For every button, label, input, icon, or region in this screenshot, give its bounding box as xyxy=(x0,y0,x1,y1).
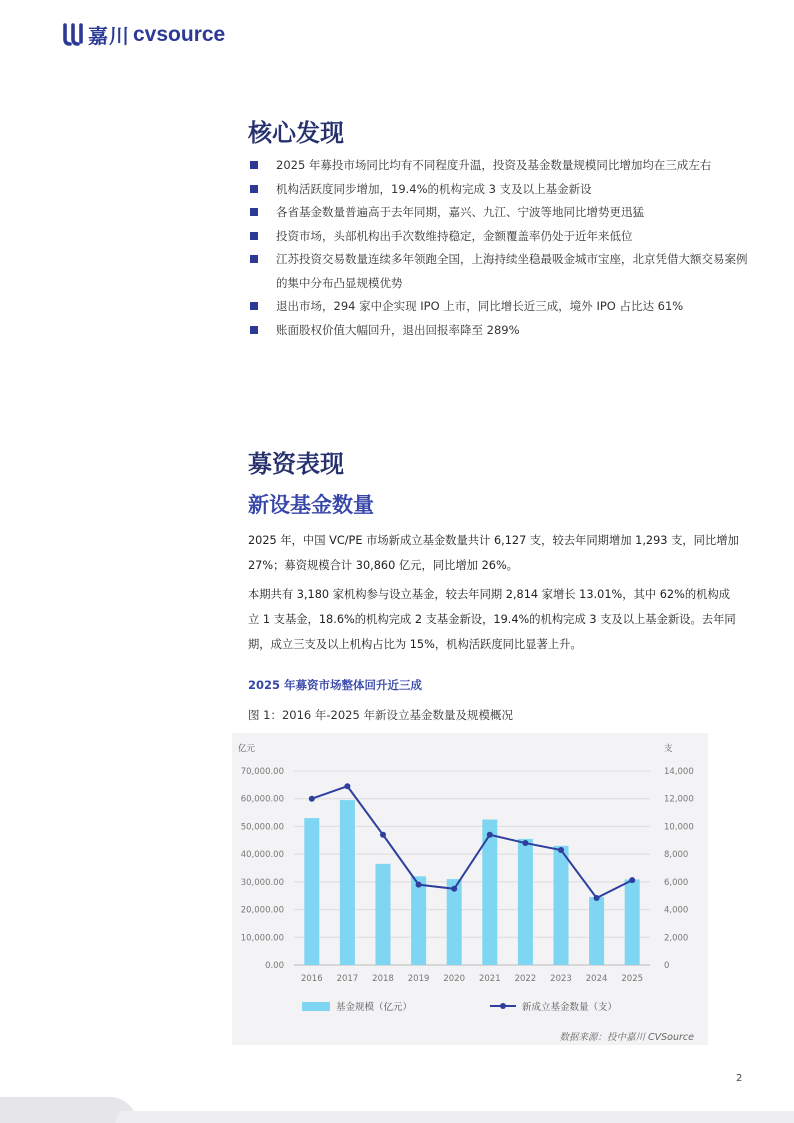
data-source-note: 数据来源：投中嘉川 CVSource xyxy=(559,1032,694,1043)
x-axis-tick-label: 2023 xyxy=(550,974,572,984)
bar-fund-size xyxy=(304,818,319,965)
x-axis-tick-label: 2022 xyxy=(514,974,537,984)
x-axis-tick-label: 2021 xyxy=(478,974,501,984)
subsection-title-new-funds: 新设基金数量 xyxy=(248,493,374,517)
legend-label-bar: 基金规模（亿元） xyxy=(336,1002,413,1013)
point-fund-count xyxy=(522,840,528,846)
page-number: 2 xyxy=(736,1073,743,1084)
right-axis-tick-label: 4,000 xyxy=(664,905,689,916)
line-fund-count xyxy=(312,786,632,898)
logo-text-cn: 嘉川 xyxy=(88,24,130,48)
legend-label-line: 新成立基金数量（支） xyxy=(522,1002,618,1013)
bar-fund-size xyxy=(518,839,533,965)
point-fund-count xyxy=(487,832,493,838)
left-axis-tick-label: 40,000.00 xyxy=(240,850,284,861)
findings-item: 账面股权价值大幅回升，退出回报率降至 289% xyxy=(248,319,748,343)
point-fund-count xyxy=(558,847,564,853)
body-paragraph: 2025 年，中国 VC/PE 市场新成立基金数量共计 6,127 支，较去年同期增加 1,293 支，同比增加 27%；募资规模合计 30,860 亿元，同比增加 26%。 xyxy=(248,534,739,572)
right-axis-tick-label: 14,000 xyxy=(664,767,694,777)
fund-chart xyxy=(232,733,708,1045)
right-axis-tick-label: 12,000 xyxy=(664,794,694,805)
bullet-square-icon xyxy=(250,161,258,169)
left-axis-tick-label: 0.00 xyxy=(265,961,284,971)
logo-mark-icon xyxy=(62,22,84,48)
figure-caption: 图 1：2016 年-2025 年新设立基金数量及规模概况 xyxy=(248,708,513,722)
findings-item: 江苏投资交易数量连续多年领跑全国，上海持续坐稳最吸金城市宝座，北京凭借大额交易案例的集中分布凸显规模优势 xyxy=(248,248,748,295)
left-axis-tick-label: 50,000.00 xyxy=(240,822,284,833)
left-axis-tick-label: 60,000.00 xyxy=(240,794,284,805)
findings-list xyxy=(248,154,748,342)
section-title-fundraising: 募资表现 xyxy=(248,450,344,478)
bar-fund-size xyxy=(340,800,355,965)
point-fund-count xyxy=(309,796,315,802)
bar-fund-size xyxy=(554,846,569,965)
legend-marker-line xyxy=(500,1003,506,1009)
chart-svg xyxy=(232,733,708,1045)
point-fund-count xyxy=(344,783,350,789)
left-axis-tick-label: 70,000.00 xyxy=(240,767,284,777)
bar-fund-size xyxy=(411,876,426,965)
x-axis-tick-label: 2024 xyxy=(585,974,608,984)
bar-fund-size xyxy=(625,879,640,965)
point-fund-count xyxy=(416,882,422,888)
left-axis-tick-label: 30,000.00 xyxy=(240,877,284,888)
bar-fund-size xyxy=(447,879,462,965)
right-axis-tick-label: 6,000 xyxy=(664,877,689,888)
brand-logo xyxy=(62,20,225,49)
body-paragraph: 本期共有 3,180 家机构参与设立基金，较去年同期 2,814 家增长 13.01%，其中 62%的机构成立 1 支基金，18.6%的机构完成 2 支基金新设，19.4%的机构完成 3 支及以上基金新设。去年同期，成立三支及以上机构占比为 15%，机构活跃度同比显著上升。 xyxy=(248,588,736,651)
bullet-square-icon xyxy=(250,302,258,310)
legend-swatch-bar xyxy=(302,1002,330,1011)
bullet-square-icon xyxy=(250,255,258,263)
footer-decoration xyxy=(0,1083,794,1123)
right-axis-tick-label: 8,000 xyxy=(664,850,689,861)
x-axis-tick-label: 2020 xyxy=(443,974,466,984)
point-fund-count xyxy=(629,877,635,883)
point-fund-count xyxy=(594,895,600,901)
left-axis-tick-label: 10,000.00 xyxy=(240,933,284,944)
right-axis-tick-label: 10,000 xyxy=(664,822,694,833)
right-axis-tick-label: 0 xyxy=(664,961,670,971)
bullet-square-icon xyxy=(250,326,258,334)
bar-fund-size xyxy=(589,897,604,965)
left-axis-unit: 亿元 xyxy=(238,744,256,754)
right-axis-unit: 支 xyxy=(664,744,673,754)
findings-item: 机构活跃度同步增加，19.4%的机构完成 3 支及以上基金新设 xyxy=(248,178,748,202)
x-axis-tick-label: 2018 xyxy=(372,974,394,984)
x-axis-tick-label: 2019 xyxy=(407,974,430,984)
x-axis-tick-label: 2016 xyxy=(300,974,323,984)
findings-item: 2025 年募投市场同比均有不同程度升温，投资及基金数量规模同比增加均在三成左右 xyxy=(248,154,748,178)
logo-text-en: cvsource xyxy=(133,22,226,46)
chart-subtitle: 2025 年募资市场整体回升近三成 xyxy=(248,678,423,692)
findings-item: 退出市场，294 家中企实现 IPO 上市，同比增长近三成，境外 IPO 占比达 61% xyxy=(248,295,748,319)
left-axis-tick-label: 20,000.00 xyxy=(240,905,284,916)
point-fund-count xyxy=(451,886,457,892)
point-fund-count xyxy=(380,832,386,838)
findings-item: 投资市场，头部机构出手次数维持稳定，金额覆盖率仍处于近年来低位 xyxy=(248,225,748,249)
section-title-findings: 核心发现 xyxy=(248,119,344,147)
x-axis-tick-label: 2025 xyxy=(621,974,644,984)
bar-fund-size xyxy=(376,864,391,965)
right-axis-tick-label: 2,000 xyxy=(664,933,689,944)
bullet-square-icon xyxy=(250,208,258,216)
bullet-square-icon xyxy=(250,185,258,193)
bullet-square-icon xyxy=(250,232,258,240)
x-axis-tick-label: 2017 xyxy=(336,974,359,984)
findings-item: 各省基金数量普遍高于去年同期，嘉兴、九江、宁波等地同比增势更迅猛 xyxy=(248,201,748,225)
